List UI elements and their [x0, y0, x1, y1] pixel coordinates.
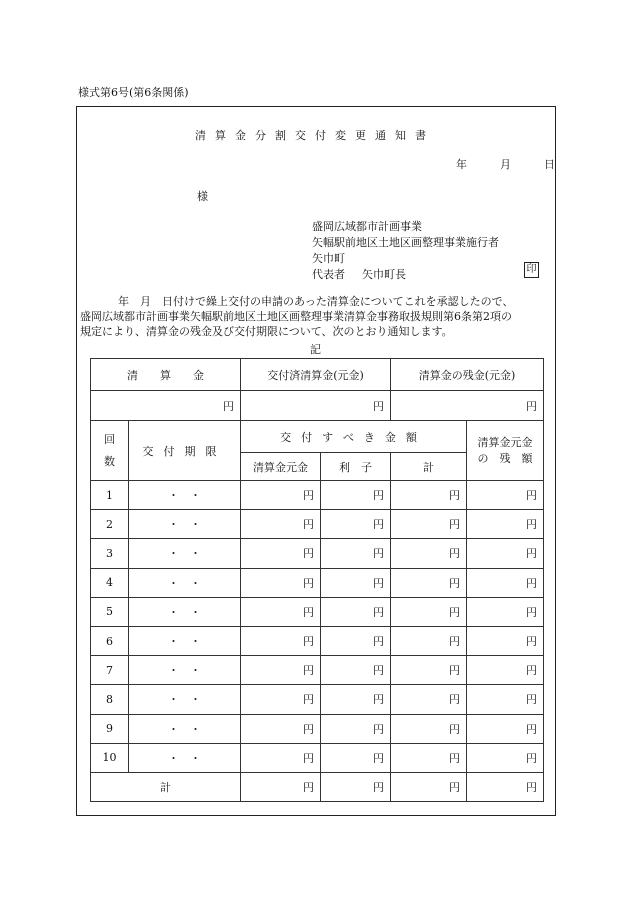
row-subtotal[interactable]: 円	[391, 568, 467, 597]
row-subtotal[interactable]: 円	[391, 510, 467, 539]
row-interest[interactable]: 円	[321, 685, 391, 714]
body-line1: 年 月 日付けで繰上交付の申請のあった清算金についてこれを承認したので、	[118, 295, 514, 308]
table-row	[91, 626, 544, 655]
date-day: 日	[544, 158, 555, 171]
row-number: 2	[91, 510, 129, 539]
sender-line2: 矢幅駅前地区土地区画整理事業施行者	[312, 236, 499, 249]
summary-value-row	[91, 391, 544, 421]
row-deadline[interactable]: ・ ・	[129, 597, 241, 626]
row-interest[interactable]: 円	[321, 714, 391, 743]
settlement-table	[90, 358, 544, 802]
row-subtotal[interactable]: 円	[391, 685, 467, 714]
row-deadline[interactable]: ・ ・	[129, 656, 241, 685]
row-subtotal[interactable]: 円	[391, 626, 467, 655]
header-deadline: 交付期限	[129, 421, 241, 481]
row-remaining[interactable]: 円	[467, 626, 544, 655]
table-row	[91, 685, 544, 714]
header-remaining-principal: 清算金の残金(元金)	[391, 359, 544, 391]
sender-line1: 盛岡広域都市計画事業	[312, 220, 422, 233]
sender-line3: 矢巾町	[312, 252, 345, 265]
seal-mark: 印	[524, 262, 539, 278]
table-row	[91, 743, 544, 772]
header-su: 数	[104, 454, 115, 468]
row-principal[interactable]: 円	[241, 568, 321, 597]
row-subtotal[interactable]: 円	[391, 539, 467, 568]
date-line	[456, 156, 555, 172]
row-remaining[interactable]: 円	[467, 714, 544, 743]
addressee-suffix: 様	[197, 190, 208, 203]
row-subtotal[interactable]: 円	[391, 656, 467, 685]
row-number: 10	[91, 743, 129, 772]
header-remaining-balance	[467, 421, 544, 481]
row-remaining[interactable]: 円	[467, 597, 544, 626]
row-principal[interactable]: 円	[241, 656, 321, 685]
date-year: 年	[456, 158, 467, 171]
table-row	[91, 656, 544, 685]
row-principal[interactable]: 円	[241, 626, 321, 655]
row-remaining[interactable]: 円	[467, 743, 544, 772]
row-number: 6	[91, 626, 129, 655]
row-deadline[interactable]: ・ ・	[129, 539, 241, 568]
ki-label: 記	[310, 343, 321, 356]
row-subtotal[interactable]: 円	[391, 714, 467, 743]
row-principal[interactable]: 円	[241, 714, 321, 743]
header-seisankin: 清 算 金	[91, 359, 241, 391]
row-number: 8	[91, 685, 129, 714]
table-row	[91, 481, 544, 510]
row-remaining[interactable]: 円	[467, 481, 544, 510]
schedule-header-row-1	[91, 421, 544, 453]
body-line3: 規定により、清算金の残金及び交付期限について、次のとおり通知します。	[80, 325, 453, 338]
row-deadline[interactable]: ・ ・	[129, 481, 241, 510]
total-remaining[interactable]: 円	[467, 772, 544, 801]
row-number: 7	[91, 656, 129, 685]
header-remaining-1: 清算金元金	[477, 435, 533, 449]
row-deadline[interactable]: ・ ・	[129, 626, 241, 655]
row-deadline[interactable]: ・ ・	[129, 510, 241, 539]
body-line2: 盛岡広域都市計画事業矢幅駅前地区土地区画整理事業清算金事務取扱規則第6条第2項の	[80, 310, 512, 323]
sender-name: 矢巾町長	[362, 268, 406, 281]
row-interest[interactable]: 円	[321, 539, 391, 568]
summary-header-row	[91, 359, 544, 391]
row-interest[interactable]: 円	[321, 597, 391, 626]
row-interest[interactable]: 円	[321, 510, 391, 539]
table-row	[91, 568, 544, 597]
sender-role: 代表者	[312, 268, 345, 281]
header-kai: 回	[104, 432, 115, 446]
total-principal[interactable]: 円	[241, 772, 321, 801]
total-interest[interactable]: 円	[321, 772, 391, 801]
row-number: 9	[91, 714, 129, 743]
header-paid-principal: 交付済清算金(元金)	[241, 359, 391, 391]
row-number: 3	[91, 539, 129, 568]
row-remaining[interactable]: 円	[467, 685, 544, 714]
total-label: 計	[91, 772, 241, 801]
schedule-rows	[91, 481, 544, 773]
row-number: 4	[91, 568, 129, 597]
row-interest[interactable]: 円	[321, 626, 391, 655]
row-interest[interactable]: 円	[321, 481, 391, 510]
form-number-label: 様式第6号(第6条関係)	[78, 86, 189, 99]
row-remaining[interactable]: 円	[467, 568, 544, 597]
header-amount-due: 交付すべき金額	[241, 421, 467, 453]
row-principal[interactable]: 円	[241, 685, 321, 714]
row-subtotal[interactable]: 円	[391, 597, 467, 626]
row-principal[interactable]: 円	[241, 510, 321, 539]
row-principal[interactable]: 円	[241, 481, 321, 510]
row-principal[interactable]: 円	[241, 597, 321, 626]
row-deadline[interactable]: ・ ・	[129, 743, 241, 772]
row-principal[interactable]: 円	[241, 539, 321, 568]
row-principal[interactable]: 円	[241, 743, 321, 772]
table-row	[91, 714, 544, 743]
total-subtotal[interactable]: 円	[391, 772, 467, 801]
header-subtotal: 計	[391, 453, 467, 481]
row-deadline[interactable]: ・ ・	[129, 568, 241, 597]
row-deadline[interactable]: ・ ・	[129, 714, 241, 743]
row-interest[interactable]: 円	[321, 743, 391, 772]
row-remaining[interactable]: 円	[467, 539, 544, 568]
header-remaining-2: の 残 額	[477, 451, 533, 465]
row-interest[interactable]: 円	[321, 656, 391, 685]
header-kaisu	[91, 421, 129, 481]
row-number: 5	[91, 597, 129, 626]
row-subtotal[interactable]: 円	[391, 481, 467, 510]
date-month: 月	[500, 158, 511, 171]
table-row	[91, 597, 544, 626]
row-subtotal[interactable]: 円	[391, 743, 467, 772]
table-row	[91, 510, 544, 539]
row-remaining[interactable]: 円	[467, 656, 544, 685]
seisankin-value[interactable]: 円	[91, 391, 241, 421]
row-deadline[interactable]: ・ ・	[129, 685, 241, 714]
row-remaining[interactable]: 円	[467, 510, 544, 539]
header-interest: 利 子	[321, 453, 391, 481]
document-title: 清算金分割交付変更通知書	[195, 129, 435, 142]
row-number: 1	[91, 481, 129, 510]
row-interest[interactable]: 円	[321, 568, 391, 597]
remaining-principal-value[interactable]: 円	[391, 391, 544, 421]
header-principal: 清算金元金	[241, 453, 321, 481]
paid-principal-value[interactable]: 円	[241, 391, 391, 421]
body-text	[80, 294, 550, 339]
total-row	[91, 772, 544, 801]
table-row	[91, 539, 544, 568]
